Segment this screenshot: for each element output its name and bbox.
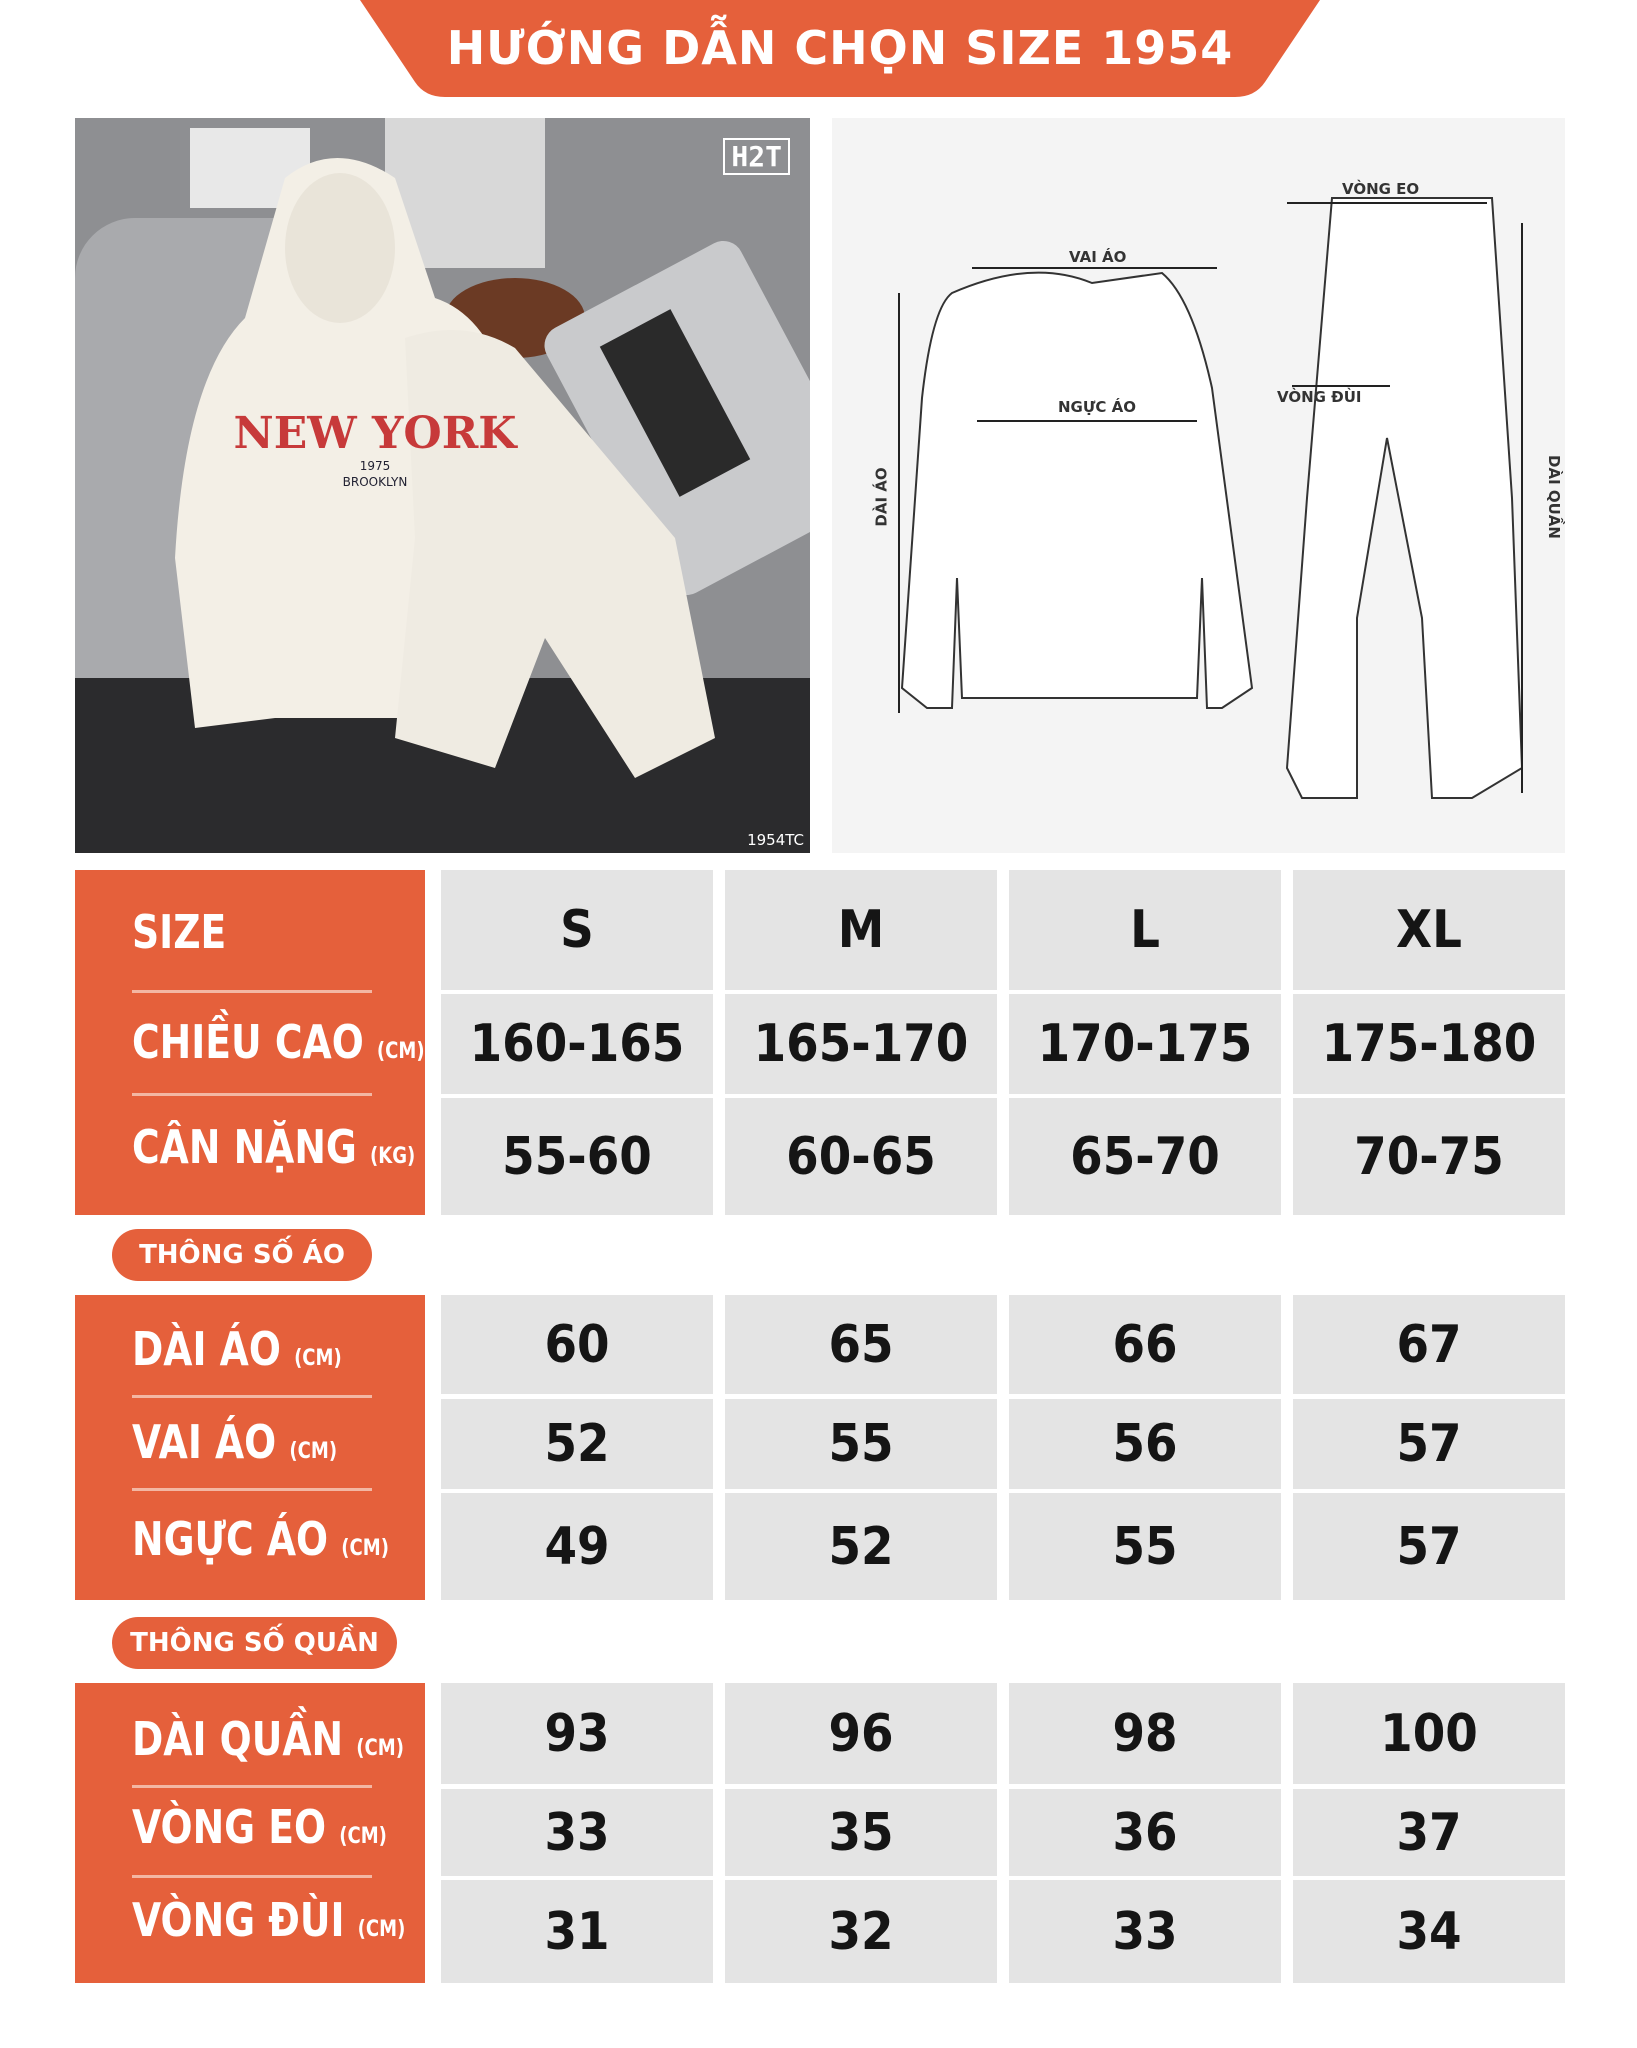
row-label-chieu-cao: CHIỀU CAO (CM) xyxy=(132,1015,425,1069)
table-cell: 96 xyxy=(725,1683,997,1784)
table-cell: 55 xyxy=(1009,1493,1281,1600)
row-label-vong-eo: VÒNG EO (CM) xyxy=(132,1800,387,1854)
table-cell: 52 xyxy=(725,1493,997,1600)
separator xyxy=(132,990,372,993)
table-cell: 57 xyxy=(1293,1399,1565,1489)
label-vong-dui: VÒNG ĐÙI xyxy=(1277,388,1362,406)
measurement-diagram xyxy=(832,118,1565,853)
garment-outlines xyxy=(832,118,1565,853)
photo-illustration xyxy=(75,118,810,853)
table-cell: 98 xyxy=(1009,1683,1281,1784)
table-cell: 37 xyxy=(1293,1789,1565,1876)
table-cell: 52 xyxy=(441,1399,713,1489)
table-cell: 160-165 xyxy=(441,994,713,1094)
photo-print-city: BROOKLYN xyxy=(342,475,408,489)
product-photo xyxy=(75,118,810,853)
title-banner xyxy=(360,0,1320,97)
size-header: S xyxy=(441,870,713,990)
row-label-vong-dui: VÒNG ĐÙI (CM) xyxy=(132,1893,406,1947)
table-cell: 100 xyxy=(1293,1683,1565,1784)
table-cell: 36 xyxy=(1009,1789,1281,1876)
row-label-can-nang: CÂN NẶNG (KG) xyxy=(132,1120,416,1174)
page-title: HƯỚNG DẪN CHỌN SIZE 1954 xyxy=(446,21,1234,75)
label-dai-quan: DÀI QUẦN xyxy=(1544,455,1563,539)
table-cell: 65 xyxy=(725,1295,997,1394)
table-cell: 31 xyxy=(441,1880,713,1983)
table-cell: 33 xyxy=(441,1789,713,1876)
table-cell: 60 xyxy=(441,1295,713,1394)
label-vai-ao: VAI ÁO xyxy=(1069,248,1127,266)
row-label-nguc-ao: NGỰC ÁO (CM) xyxy=(132,1512,389,1566)
table-cell: 65-70 xyxy=(1009,1098,1281,1215)
shirt-section-pill: THÔNG SỐ ÁO xyxy=(112,1229,372,1281)
size-header: XL xyxy=(1293,870,1565,990)
table-cell: 49 xyxy=(441,1493,713,1600)
table-cell: 60-65 xyxy=(725,1098,997,1215)
table-cell: 55-60 xyxy=(441,1098,713,1215)
brand-logo: H2T xyxy=(723,138,790,175)
label-nguc-ao: NGỰC ÁO xyxy=(1058,398,1136,416)
table-cell: 170-175 xyxy=(1009,994,1281,1094)
size-header-label: SIZE xyxy=(132,905,227,959)
photo-print-text: NEW YORK xyxy=(233,408,517,459)
row-label-dai-ao: DÀI ÁO (CM) xyxy=(132,1322,342,1376)
table-cell: 35 xyxy=(725,1789,997,1876)
table-cell: 67 xyxy=(1293,1295,1565,1394)
table-cell: 57 xyxy=(1293,1493,1565,1600)
separator xyxy=(132,1785,372,1788)
table-cell: 66 xyxy=(1009,1295,1281,1394)
table-cell: 33 xyxy=(1009,1880,1281,1983)
separator xyxy=(132,1395,372,1398)
table-cell: 165-170 xyxy=(725,994,997,1094)
row-label-vai-ao: VAI ÁO (CM) xyxy=(132,1415,338,1469)
separator xyxy=(132,1488,372,1491)
table-cell: 32 xyxy=(725,1880,997,1983)
table-cell: 55 xyxy=(725,1399,997,1489)
table-cell: 175-180 xyxy=(1293,994,1565,1094)
row-label-dai-quan: DÀI QUẦN (CM) xyxy=(132,1712,404,1766)
label-vong-eo: VÒNG EO xyxy=(1342,180,1420,198)
table-cell: 34 xyxy=(1293,1880,1565,1983)
photo-print-year: 1975 xyxy=(359,459,391,473)
size-header: M xyxy=(725,870,997,990)
table-cell: 56 xyxy=(1009,1399,1281,1489)
separator xyxy=(132,1093,372,1096)
product-code: 1954TC xyxy=(747,831,804,849)
table-cell: 93 xyxy=(441,1683,713,1784)
size-header: L xyxy=(1009,870,1281,990)
separator xyxy=(132,1875,372,1878)
table-cell: 70-75 xyxy=(1293,1098,1565,1215)
pants-section-pill: THÔNG SỐ QUẦN xyxy=(112,1617,397,1669)
label-dai-ao: DÀI ÁO xyxy=(872,467,891,527)
